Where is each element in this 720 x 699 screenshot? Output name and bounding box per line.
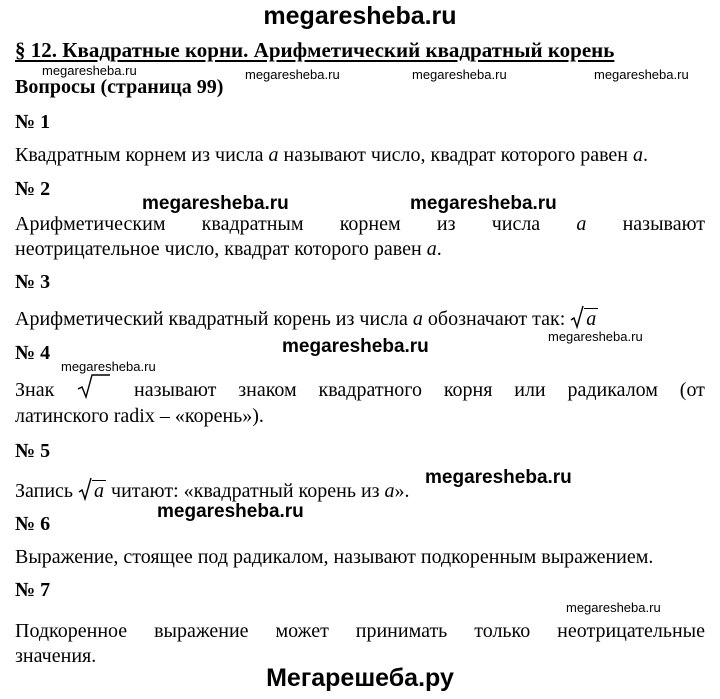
variable-a: a bbox=[94, 480, 105, 502]
variable-a: a bbox=[576, 213, 587, 235]
answer-7-line-1 bbox=[15, 620, 705, 643]
watermark-small: megaresheba.ru bbox=[548, 329, 643, 344]
watermark-small: megaresheba.ru bbox=[245, 67, 340, 82]
answer-3-text: обозначают так: bbox=[422, 308, 571, 330]
sqrt-icon bbox=[570, 305, 584, 329]
answer-2-text: неотрицательное число, квадрат которого равен bbox=[15, 238, 427, 260]
question-number-2: № 2 bbox=[15, 178, 51, 200]
answer-5-text: Запись bbox=[15, 480, 79, 502]
question-number-5: № 5 bbox=[15, 440, 51, 462]
variable-a: a bbox=[384, 480, 395, 502]
sqrt-expression bbox=[570, 305, 598, 331]
variable-a: a bbox=[412, 308, 423, 330]
sqrt-icon bbox=[78, 477, 92, 501]
watermark-small: megaresheba.ru bbox=[412, 67, 507, 82]
question-number-6: № 6 bbox=[15, 513, 51, 535]
word: квадратного bbox=[318, 379, 422, 401]
watermark-big: megaresheba.ru bbox=[142, 193, 289, 214]
answer-5 bbox=[15, 477, 410, 503]
site-footer[interactable]: Мегарешеба.ру bbox=[266, 664, 454, 692]
word: называют bbox=[133, 379, 217, 401]
word: называют bbox=[622, 213, 705, 235]
question-number-4: № 4 bbox=[15, 342, 51, 364]
answer-1-text: называют число, квадрат которого равен bbox=[278, 144, 633, 166]
sqrt-expression bbox=[78, 477, 106, 503]
word: радикалом bbox=[567, 379, 658, 401]
question-number-1: № 1 bbox=[15, 111, 51, 133]
word: выражение bbox=[154, 620, 249, 642]
answer-5-text: ». bbox=[394, 480, 410, 502]
word: (от bbox=[679, 379, 705, 401]
word: только bbox=[474, 620, 531, 642]
watermark-small: megaresheba.ru bbox=[61, 359, 156, 374]
word: корня bbox=[443, 379, 493, 401]
watermark-big: megaresheba.ru bbox=[282, 336, 429, 357]
watermark-big: megaresheba.ru bbox=[410, 193, 557, 214]
word: квадратным bbox=[201, 213, 304, 235]
watermark-small: megaresheba.ru bbox=[566, 600, 661, 615]
watermark-small: megaresheba.ru bbox=[594, 67, 689, 82]
site-header[interactable]: megaresheba.ru bbox=[263, 2, 457, 30]
word: неотрицательные bbox=[557, 620, 705, 642]
watermark-big: megaresheba.ru bbox=[157, 501, 304, 522]
answer-7-line-2: значения. bbox=[15, 645, 97, 667]
answer-2-line-1 bbox=[15, 213, 705, 236]
answer-1-text: . bbox=[642, 144, 648, 166]
variable-a: a bbox=[268, 144, 279, 166]
answer-3 bbox=[15, 305, 598, 331]
answer-5-text: читают: «квадратный корень из bbox=[106, 480, 385, 502]
answer-6: Выражение, стоящее под радикалом, называют подкоренным выражением. bbox=[15, 546, 654, 568]
question-number-7: № 7 bbox=[15, 579, 51, 601]
word: Подкоренное bbox=[15, 620, 128, 642]
answer-1 bbox=[15, 144, 648, 167]
question-number-3: № 3 bbox=[15, 271, 51, 293]
watermark-big: megaresheba.ru bbox=[425, 467, 572, 488]
answer-1-text: Квадратным корнем из числа bbox=[15, 144, 269, 166]
variable-a: a bbox=[632, 144, 643, 166]
watermark-small: megaresheba.ru bbox=[42, 63, 137, 78]
section-title: § 12. Квадратные корни. Арифметический квадратный корень bbox=[15, 38, 615, 62]
radical-sign-icon bbox=[76, 373, 112, 399]
word: Арифметическим bbox=[15, 213, 166, 235]
word: Знак bbox=[15, 379, 55, 401]
answer-3-text: Арифметический квадратный корень из числа bbox=[15, 308, 413, 330]
answer-4-line-1 bbox=[15, 379, 705, 402]
word: из bbox=[436, 213, 456, 235]
answer-2-line-2 bbox=[15, 238, 442, 261]
word: числа bbox=[491, 213, 541, 235]
answer-2-text: . bbox=[436, 238, 442, 260]
word: может bbox=[275, 620, 329, 642]
variable-a: a bbox=[586, 308, 597, 330]
word: знаком bbox=[238, 379, 297, 401]
questions-title: Вопросы (страница 99) bbox=[15, 76, 224, 98]
word: корнем bbox=[339, 213, 401, 235]
answer-4-line-2: латинского radix – «корень»). bbox=[15, 405, 264, 427]
word: или bbox=[514, 379, 546, 401]
word: принимать bbox=[355, 620, 448, 642]
variable-a: a bbox=[426, 238, 437, 260]
